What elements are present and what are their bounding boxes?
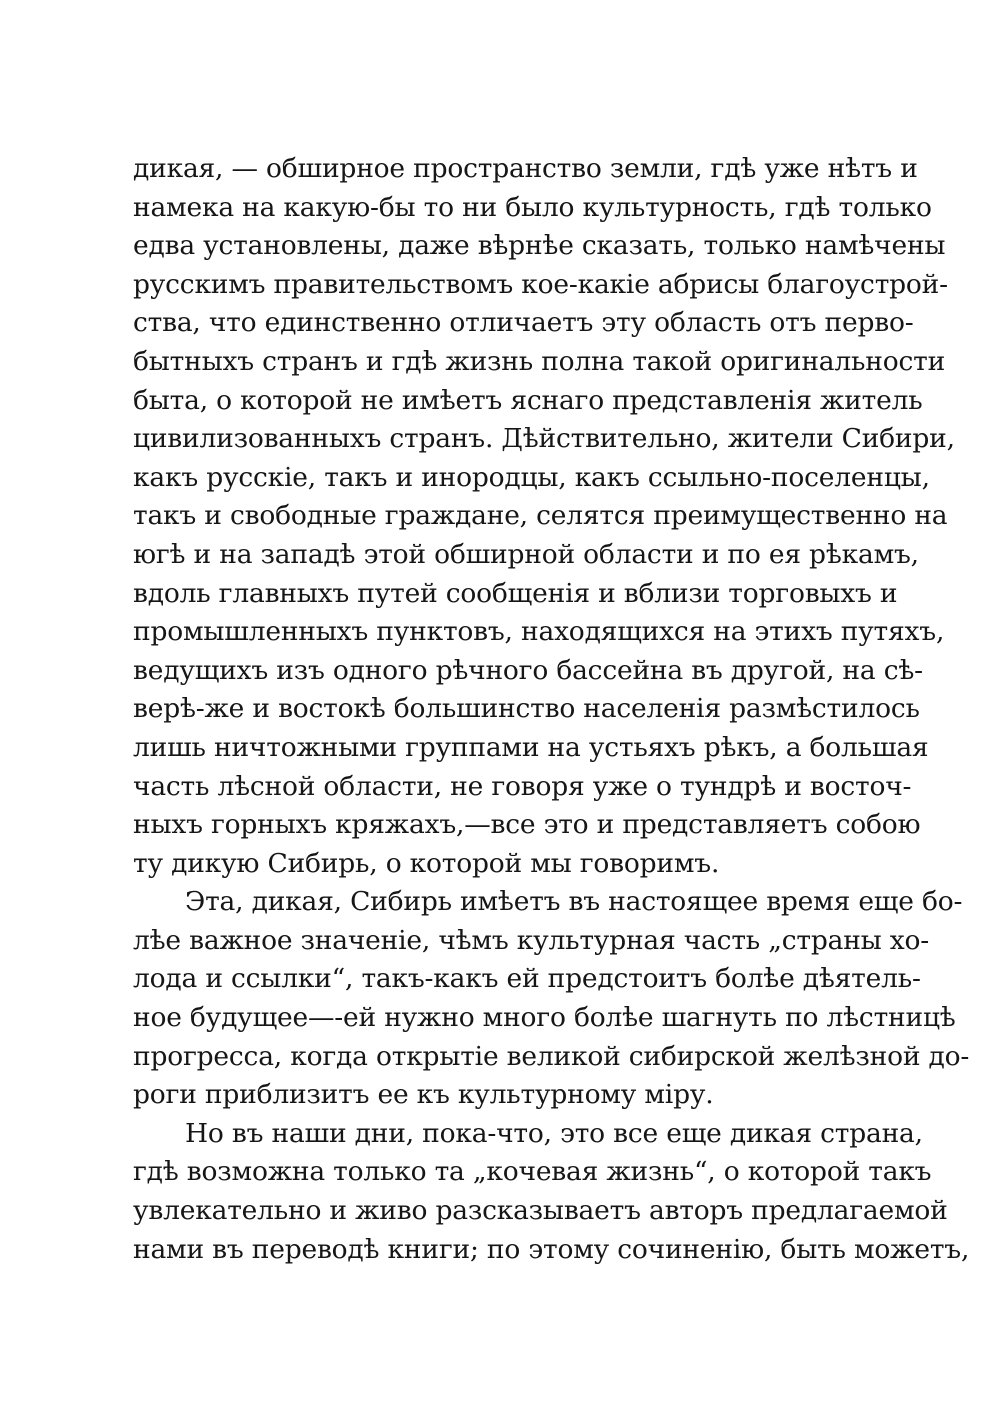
text-line: ное будущее—-ей нужно много болѣе шагнуть по лѣстницѣ bbox=[133, 1002, 956, 1034]
page-text bbox=[133, 150, 970, 1269]
paragraph-first-line: Эта, дикая, Сибирь имѣетъ въ настоящее время еще бо- bbox=[185, 886, 963, 918]
text-line: быта, о которой не имѣетъ яснаго представленія житель bbox=[133, 384, 923, 416]
text-line: верѣ-же и востокѣ большинство населенія размѣстилось bbox=[133, 693, 920, 725]
text-line: ведущихъ изъ одного рѣчного бассейна въ другой, на сѣ- bbox=[133, 654, 923, 686]
text-line: лишь ничтожными группами на устьяхъ рѣкъ, а большая bbox=[133, 731, 929, 763]
text-line: лода и ссылки“, такъ-какъ ей предстоитъ болѣе дѣятель- bbox=[133, 963, 921, 995]
text-line: какъ русскіе, такъ и инородцы, какъ ссыльно-поселенцы, bbox=[133, 461, 930, 493]
text-line: ту дикую Сибирь, о которой мы говоримъ. bbox=[133, 847, 720, 879]
text-line: лѣе важное значеніе, чѣмъ культурная часть „страны хо- bbox=[133, 924, 930, 956]
text-line: вдоль главныхъ путей сообщенія и вблизи торговыхъ и bbox=[133, 577, 898, 609]
text-line: бытныхъ странъ и гдѣ жизнь полна такой оригинальности bbox=[133, 345, 946, 377]
text-line: нами въ переводѣ книги; по этому сочиненію, быть можетъ, bbox=[133, 1233, 970, 1265]
text-line: ныхъ горныхъ кряжахъ,—все это и представляетъ собою bbox=[133, 809, 921, 841]
text-line: роги приблизитъ ее къ культурному міру. bbox=[133, 1079, 714, 1111]
text-line: увлекательно и живо разсказываетъ авторъ предлагаемой bbox=[133, 1195, 948, 1227]
text-line: ства, что единственно отличаетъ эту область отъ перво- bbox=[133, 307, 914, 339]
text-line: русскимъ правительствомъ кое-какіе абрисы благоустрой- bbox=[133, 268, 948, 300]
text-line: намека на какую-бы то ни было культурность, гдѣ только bbox=[133, 191, 932, 223]
text-line: такъ и свободные граждане, селятся преимущественно на bbox=[133, 500, 948, 532]
text-line: часть лѣсной области, не говоря уже о тундрѣ и восточ- bbox=[133, 770, 912, 802]
text-line: югѣ и на западѣ этой обширной области и по ея рѣкамъ, bbox=[133, 538, 919, 570]
text-line: едва установлены, даже вѣрнѣе сказать, только намѣчены bbox=[133, 230, 946, 262]
text-line: прогресса, когда открытіе великой сибирской желѣзной до- bbox=[133, 1040, 970, 1072]
text-line: гдѣ возможна только та „кочевая жизнь“, о которой такъ bbox=[133, 1156, 932, 1188]
text-line: цивилизованныхъ странъ. Дѣйствительно, жители Сибири, bbox=[133, 423, 955, 455]
paragraph-first-line: Но въ наши дни, пока-что, это все еще дикая страна, bbox=[185, 1117, 923, 1149]
text-line: дикая, — обширное пространство земли, гдѣ уже нѣтъ и bbox=[133, 153, 918, 184]
text-line: промышленныхъ пунктовъ, находящихся на этихъ путяхъ, bbox=[133, 616, 945, 648]
